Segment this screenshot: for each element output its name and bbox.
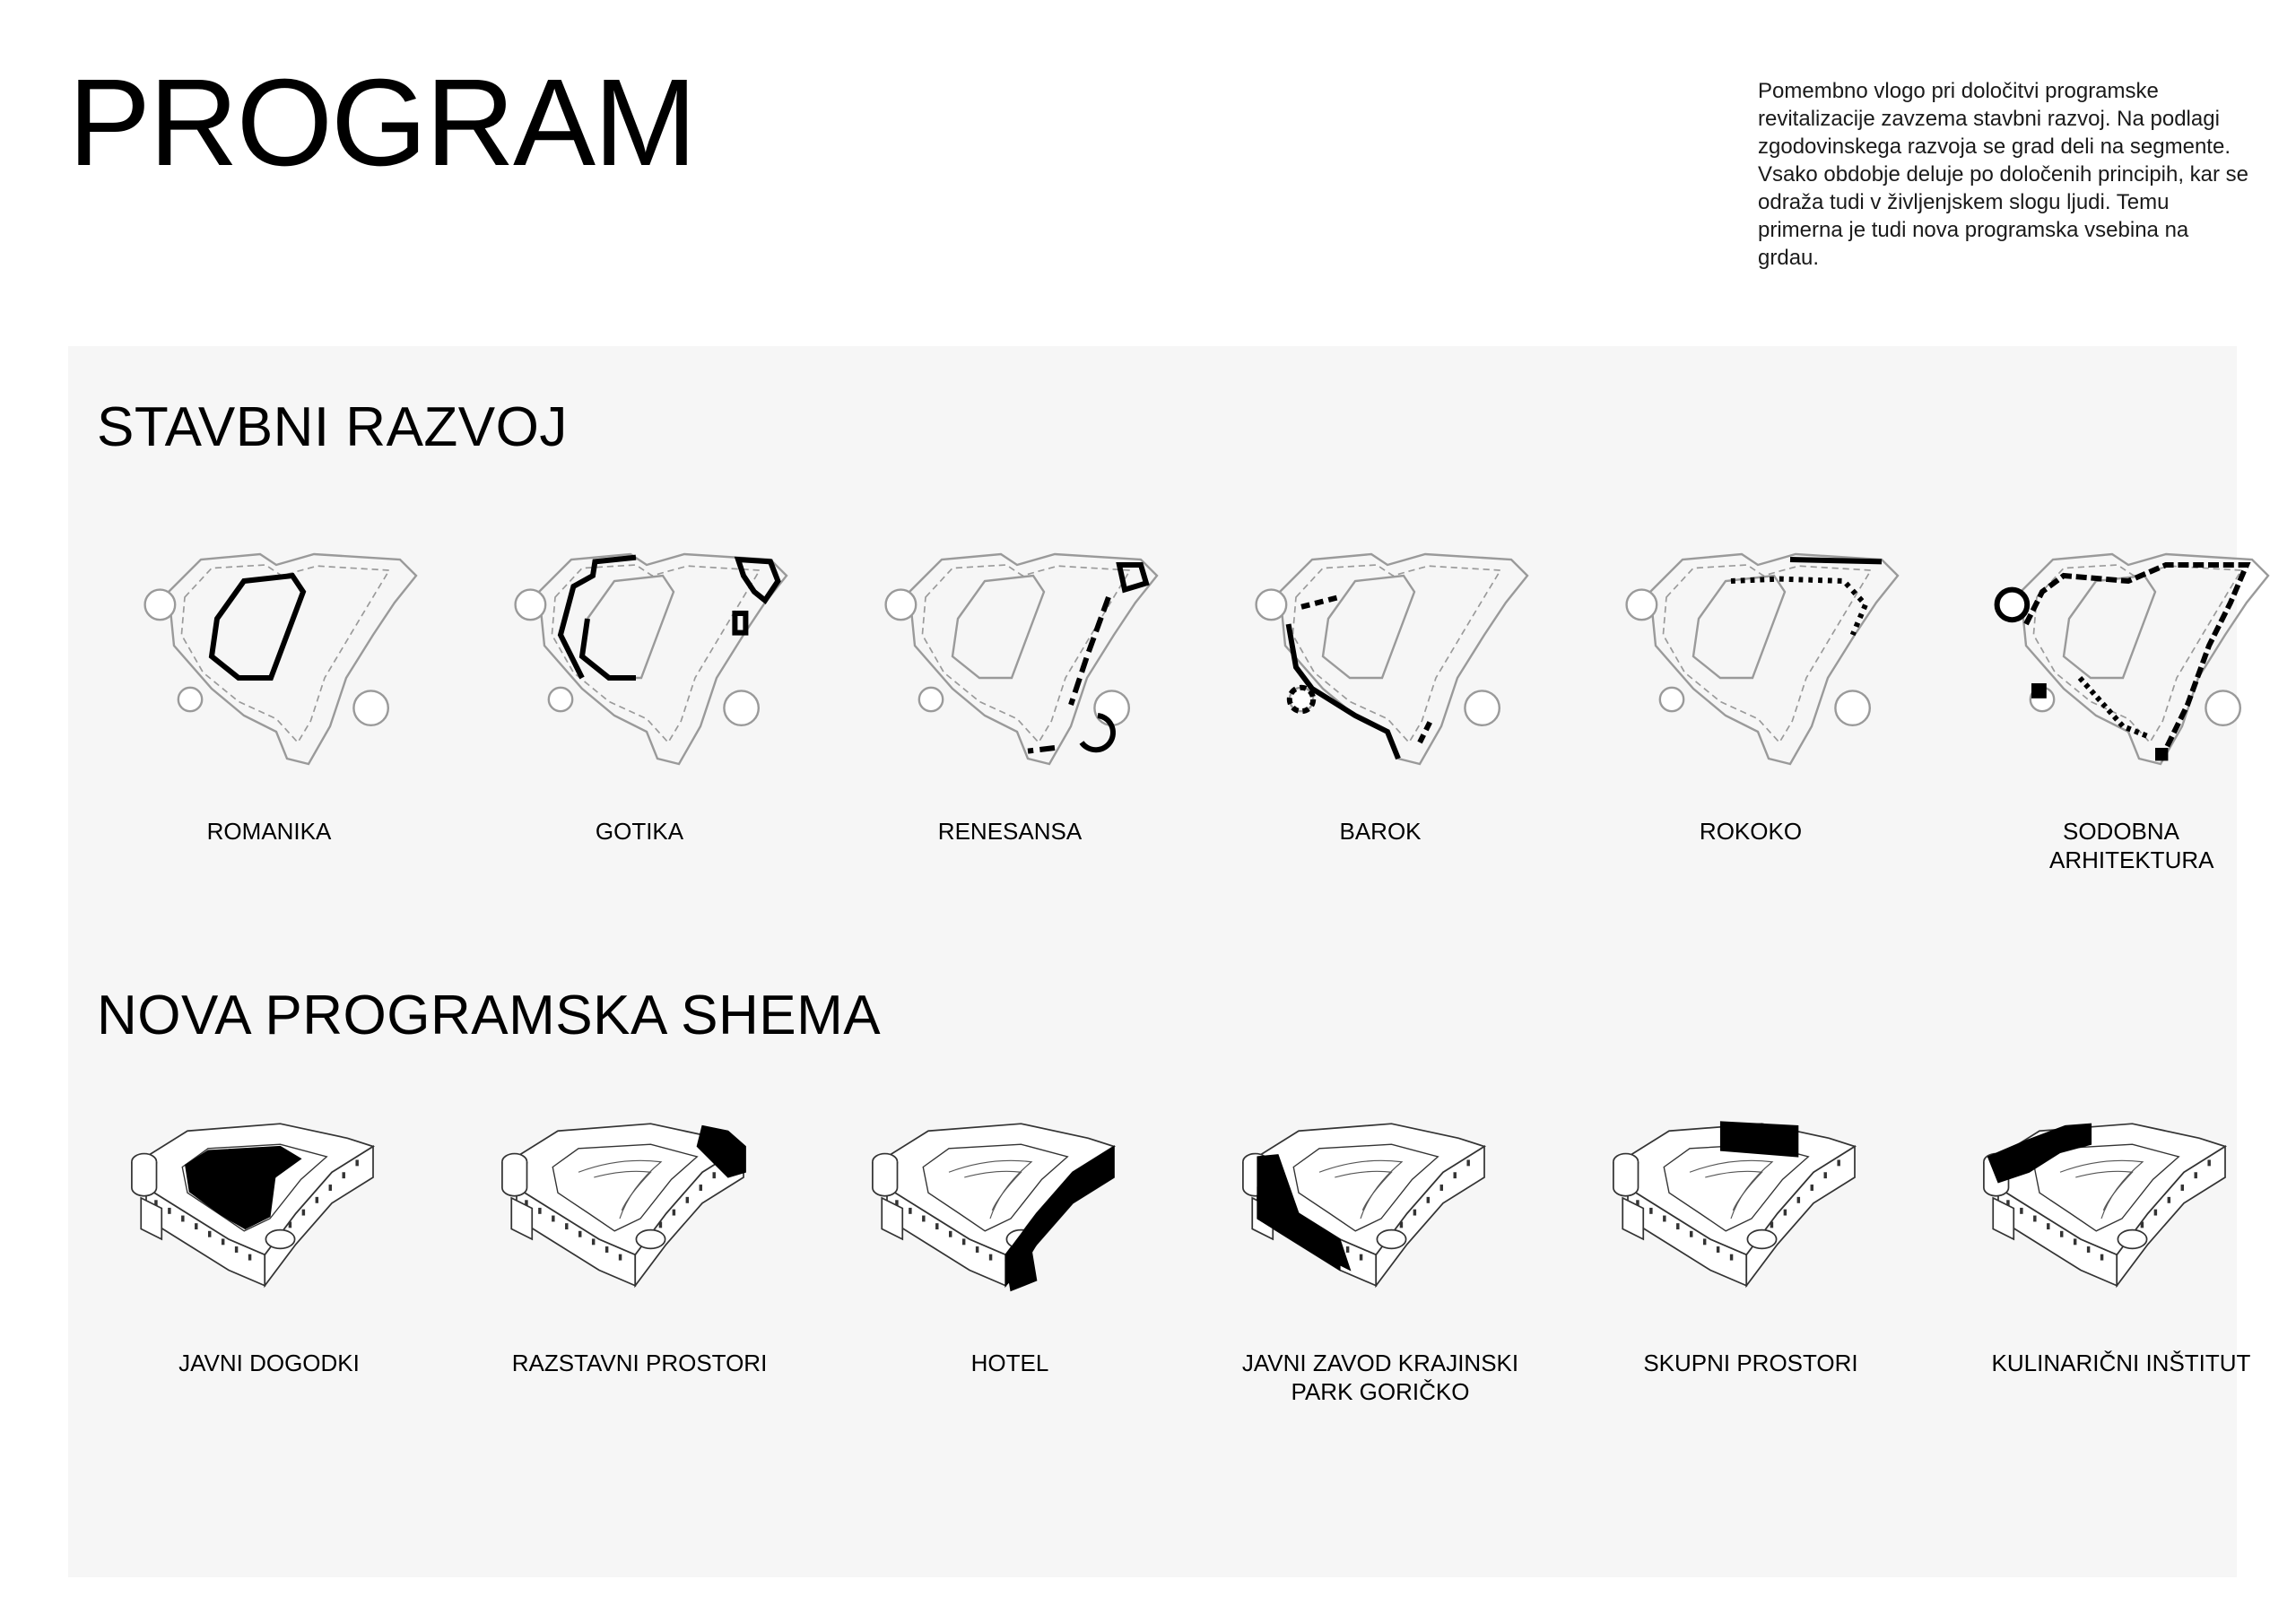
diagram-caption: SODOBNA ARHITEKTURA xyxy=(2049,818,2214,873)
castle-plan-drawing xyxy=(1210,508,1551,794)
plan-diagram-6 xyxy=(1951,508,2292,884)
castle-axonometric-drawing xyxy=(1580,1098,1921,1304)
section-title-program: NOVA PROGRAMSKA SHEMA xyxy=(97,985,882,1046)
castle-axonometric-drawing xyxy=(839,1098,1180,1304)
diagram-caption: SKUPNI PROSTORI xyxy=(1643,1350,1858,1376)
section-title-stavbni: STAVBNI RAZVOJ xyxy=(97,396,568,458)
plan-diagram-4 xyxy=(1210,508,1551,884)
plan-diagram-5 xyxy=(1580,508,1921,884)
diagram-caption: KULINARIČNI INŠTITUT xyxy=(1991,1350,2251,1376)
castle-plan-drawing xyxy=(99,508,439,794)
plan-row xyxy=(68,508,2237,884)
axonometric-row xyxy=(68,1098,2251,1474)
diagram-caption: GOTIKA xyxy=(595,818,684,845)
content-panel xyxy=(68,346,2251,1577)
diagram-caption: HOTEL xyxy=(970,1350,1049,1376)
axo-diagram-3 xyxy=(839,1098,1180,1474)
intro-text: Pomembno vlogo pri določitvi programske revitalizacije zavzema stavbni razvoj. Na podlagi zgodovinskega razvoja se grad deli na segmente. Vsako obdobje deluje po določenih principih, kar se odraža tudi v življenjskem slogu ljudi. Temu primerna je tudi nova programska vsebina na grdau. xyxy=(1758,79,2249,270)
plan-diagram-1 xyxy=(99,508,439,884)
plan-diagram-3 xyxy=(839,508,1180,884)
diagram-caption: JAVNI ZAVOD KRAJINSKI PARK GORIČKO xyxy=(1241,1350,1519,1405)
axo-diagram-1 xyxy=(99,1098,439,1474)
page-title: PROGRAM xyxy=(68,54,696,192)
axo-diagram-4 xyxy=(1210,1098,1551,1474)
diagram-caption: JAVNI DOGODKI xyxy=(178,1350,360,1376)
diagram-caption: RENESANSA xyxy=(937,818,1083,845)
diagram-caption: ROMANIKA xyxy=(206,818,332,845)
plan-diagram-2 xyxy=(469,508,810,884)
castle-axonometric-drawing xyxy=(99,1098,439,1304)
castle-axonometric-drawing xyxy=(1210,1098,1551,1304)
diagram-caption: BAROK xyxy=(1339,818,1422,845)
castle-plan-drawing xyxy=(839,508,1180,794)
diagram-caption: ROKOKO xyxy=(1699,818,1803,845)
axo-diagram-6 xyxy=(1951,1098,2292,1474)
castle-plan-drawing xyxy=(1951,508,2292,794)
castle-axonometric-drawing xyxy=(469,1098,810,1304)
diagram-caption: RAZSTAVNI PROSTORI xyxy=(511,1350,768,1376)
castle-axonometric-drawing xyxy=(1951,1098,2292,1304)
axo-diagram-2 xyxy=(469,1098,810,1474)
axo-diagram-5 xyxy=(1580,1098,1921,1474)
castle-plan-drawing xyxy=(1580,508,1921,794)
castle-plan-drawing xyxy=(469,508,810,794)
